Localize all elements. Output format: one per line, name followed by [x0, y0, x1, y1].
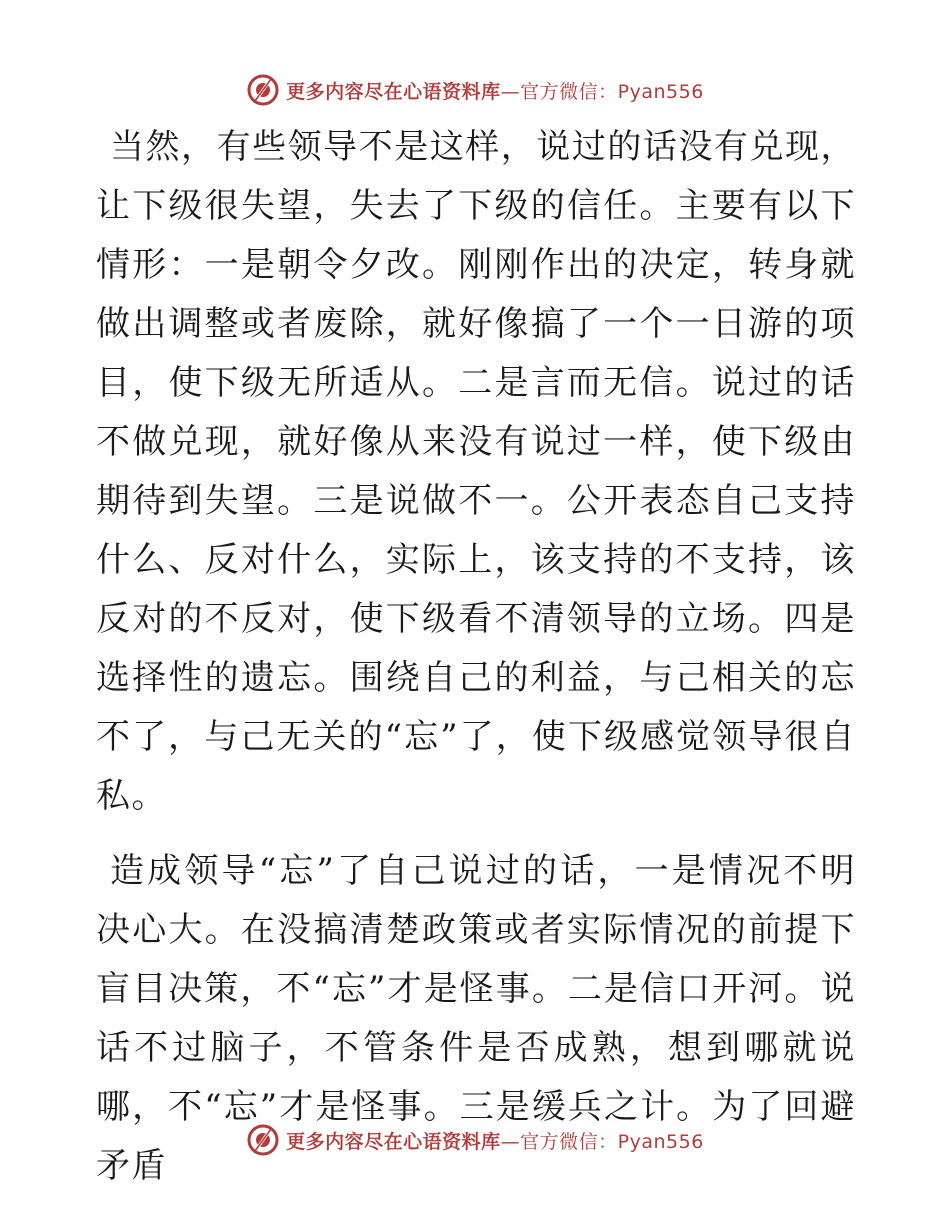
watermark-text — [286, 1127, 704, 1154]
watermark-contact: 官方微信：Pyan556 — [520, 80, 704, 103]
watermark-text — [286, 77, 704, 104]
document-body — [96, 118, 856, 1196]
watermark-contact: 官方微信：Pyan556 — [520, 1130, 704, 1153]
seal-logo-icon — [246, 73, 280, 107]
footer-watermark — [0, 1120, 950, 1160]
watermark-separator: — — [500, 1130, 521, 1153]
header-watermark — [0, 70, 950, 110]
watermark-separator: — — [500, 80, 521, 103]
paragraph-1: 当然，有些领导不是这样，说过的话没有兑现，让下级很失望，失去了下级的信任。主要有以下情形：一是朝令夕改。刚刚作出的决定，转身就做出调整或者废除，就好像搞了一个一日游的项目，使下级无所适从。二是言而无信。说过的话不做兑现，就好像从来没有说过一样，使下级由期待到失望。三是说做不一。公开表态自己支持什么、反对什么，实际上，该支持的不支持，该反对的不反对，使下级看不清领导的立场。四是选择性的遗忘。围绕自己的利益，与己相关的忘不了，与己无关的“忘”了，使下级感觉领导很自私。 — [96, 127, 856, 816]
paragraph-2: 造成领导“忘”了自己说过的话，一是情况不明决心大。在没搞清楚政策或者实际情况的前提下盲目决策，不“忘”才是怪事。二是信口开河。说话不过脑子，不管条件是否成熟，想到哪就说哪，不“忘”才是怪事。三是缓兵之计。为了回避矛盾 — [96, 851, 856, 1186]
seal-logo-icon — [246, 1123, 280, 1157]
watermark-site: 更多内容尽在心语资料库 — [286, 1130, 501, 1153]
watermark-site: 更多内容尽在心语资料库 — [286, 80, 501, 103]
